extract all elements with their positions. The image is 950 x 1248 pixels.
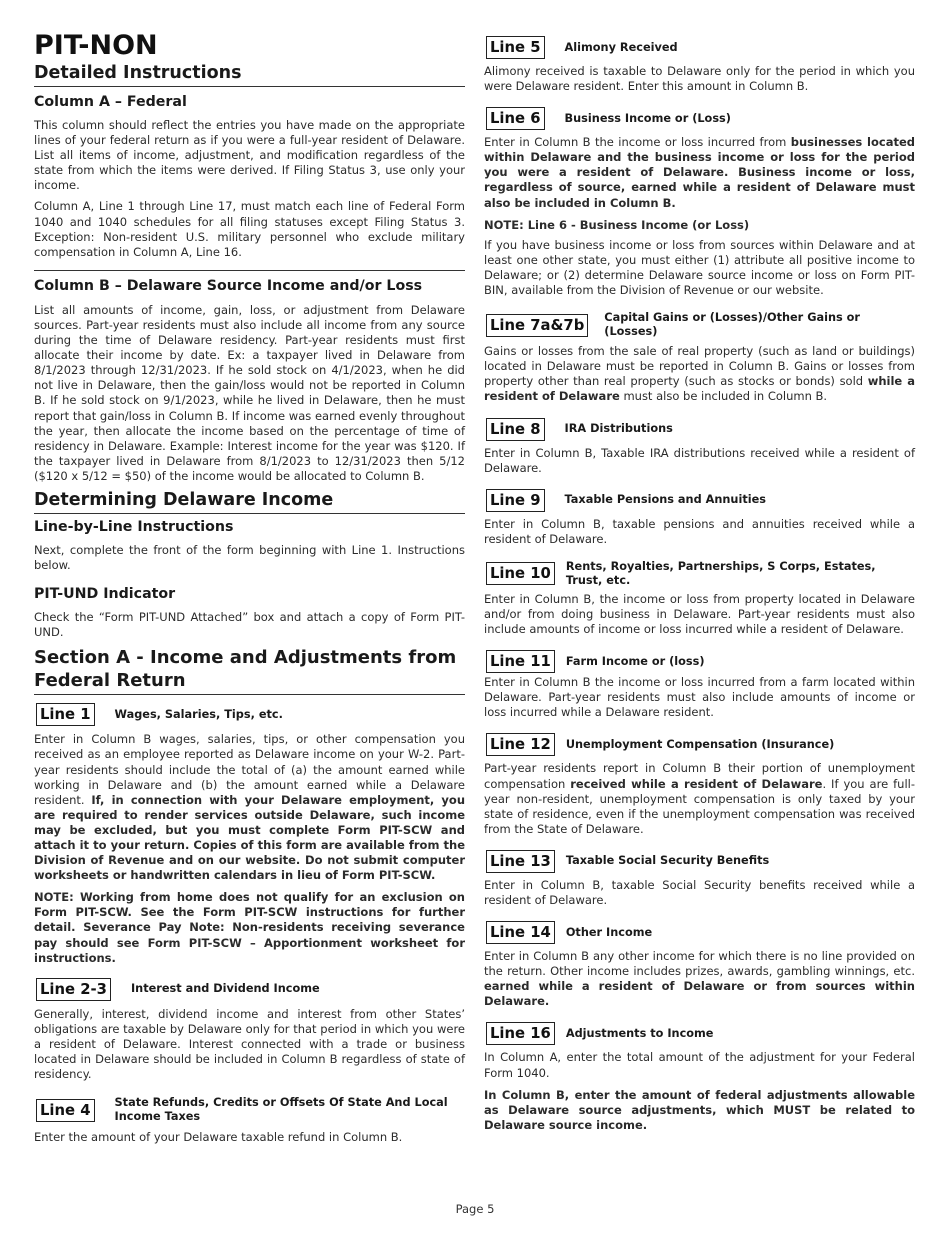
pit-und-heading: PIT-UND Indicator xyxy=(34,586,176,603)
line-1-title: Wages, Salaries, Tips, etc. xyxy=(114,707,283,721)
line-13-label: Line 13 xyxy=(486,850,555,873)
line-5-paragraph: Alimony received is taxable to Delaware only for the period in which you were Delaware resident. Enter this amount in Column B. xyxy=(484,64,915,94)
line-10-title: Rents, Royalties, Partnerships, S Corps, Estates, Trust, etc. xyxy=(565,559,876,587)
line-10-header xyxy=(484,560,915,588)
line-16-label: Line 16 xyxy=(486,1022,555,1045)
line-4-paragraph: Enter the amount of your Delaware taxable refund in Column B. xyxy=(34,1130,403,1145)
line-8-header xyxy=(484,418,915,441)
line-11-paragraph: Enter in Column B the income or loss incurred from a farm located within Delaware. Part-year residents must also include amounts of income or loss incurred while a Delaware resident. xyxy=(484,675,915,720)
line-16-text-end: be related to Delaware source income. xyxy=(484,1102,915,1132)
line-14-label: Line 14 xyxy=(486,921,555,944)
line-2-3-paragraph: Generally, interest, dividend income and interest from other States’ obligations are taxable by Delaware only for that period in which you were a resident of Delaware. Interest connected with a trade or business located in Delaware should be included in Column B regardless of state of residency. xyxy=(34,1006,465,1082)
line-8-label: Line 8 xyxy=(486,418,545,441)
line-14-header xyxy=(484,921,915,944)
line-9-label: Line 9 xyxy=(486,489,545,512)
line-1-bold-text: If, in connection with your Delaware employment, you are required to render services outside Delaware, such income may be excluded, but you must complete Form PIT-SCW and attach it to your return. Copies of this form are available from the Division of Revenue and on our website. Do not submit computer worksheets or handwritten calendars in lieu of Form PIT-SCW. xyxy=(34,792,466,883)
column-a-paragraph-2: Column A, Line 1 through Line 17, must match each line of Federal Form 1040 and 1040 schedules for all filing statuses except Filing Status 3. Exception: Non-resident U.S. military personnel who exclude military compensation in Column A, Line 16. xyxy=(34,199,465,259)
line-11-header xyxy=(484,650,915,673)
line-6-header xyxy=(484,107,915,130)
determining-income-heading: Determining Delaware Income xyxy=(34,489,465,514)
page-number: Page 5 xyxy=(455,1202,495,1216)
line-4-label: Line 4 xyxy=(36,1099,95,1122)
line-12-label: Line 12 xyxy=(486,733,555,756)
line-7-paragraph xyxy=(484,344,915,404)
line-by-line-paragraph: Next, complete the front of the form beginning with Line 1. Instructions below. xyxy=(34,542,465,573)
line-1-header xyxy=(34,703,465,726)
line-9-header xyxy=(484,489,915,512)
line-6-label: Line 6 xyxy=(486,107,545,130)
line-7-title: Capital Gains or (Losses)/Other Gains or (Losses) xyxy=(604,311,860,339)
line-2-3-label: Line 2-3 xyxy=(36,978,111,1001)
line-7-text: Gains or losses from the sale of real property (such as land or buildings) located in Delaware must be reported in Column B. Gains or losses from property other than real property (such as stocks or bonds) sold xyxy=(484,344,915,389)
line-6-note-heading: NOTE: Line 6 - Business Income (or Loss) xyxy=(484,217,750,232)
line-1-note: NOTE: Working from home does not qualify for an exclusion on Form PIT-SCW. See the Form PIT-SCW instructions for further detail. Severance Pay Note: Non-residents receiving severance pay should see Form PIT-SCW – Apportionment worksheet for instructions. xyxy=(34,890,465,965)
line-12-text-end: . If you are full-year non-resident, unemployment compensation is only taxed by your state of residence, even if the unemployment compensation was received from the State of Delaware. xyxy=(484,776,915,836)
line-10-paragraph: Enter in Column B, the income or loss from property located in Delaware and/or from doing business in Delaware. Part-year residents must also include amounts of income or loss incurred while a resident of Delaware. xyxy=(484,591,915,637)
column-a-heading: Column A – Federal xyxy=(34,94,187,110)
line-8-title: IRA Distributions xyxy=(564,422,673,435)
line-6-title: Business Income or (Loss) xyxy=(564,111,731,125)
form-title: PIT-NON xyxy=(34,30,158,61)
section-a-heading: Section A - Income and Adjustments from Federal Return xyxy=(34,646,465,695)
line-1-text: Enter in Column B wages, salaries, tips, or other compensation you received as an employee reported as Delaware income on your W-2. Part-year residents should include the total of (a) the amount earned while working in Delaware and (b) the amount earned while a Delaware resident. xyxy=(34,732,465,807)
line-16-header xyxy=(484,1022,915,1045)
line-2-3-title: Interest and Dividend Income xyxy=(130,982,320,996)
line-12-paragraph xyxy=(484,761,915,836)
line-11-label: Line 11 xyxy=(486,650,555,673)
line-14-paragraph xyxy=(484,949,915,1009)
column-a-paragraph-1: This column should reflect the entries you have made on the appropriate lines of your federal return as if you were a full-year resident of Delaware. List all items of income, adjustment, and modification regardless of the state from which the items were derived. If Filing Status 3, use only your income. xyxy=(34,118,465,193)
line-6-text: Enter in Column B the income or loss incurred from xyxy=(484,135,791,150)
line-11-title: Farm Income or (loss) xyxy=(565,654,705,668)
detailed-instructions-heading: Detailed Instructions xyxy=(34,62,465,87)
line-2-3-header xyxy=(34,978,465,1001)
line-5-title: Alimony Received xyxy=(564,40,678,54)
line-4-header xyxy=(34,1096,465,1124)
line-16-text: In Column B, enter the amount of federal adjustments allowable as Delaware source adjustments, which xyxy=(484,1087,915,1117)
line-7-header xyxy=(484,311,915,339)
line-5-label: Line 5 xyxy=(486,36,545,59)
line-12-text: Part-year residents report in Column B their portion of unemployment compensation xyxy=(484,761,915,791)
line-14-text: Enter in Column B any other income for which there is no line provided on the return. Other income includes prizes, awards, gambling winnings, etc. xyxy=(484,949,915,979)
column-b-heading: Column B – Delaware Source Income and/or Loss xyxy=(34,277,423,294)
line-16-paragraph-2 xyxy=(484,1088,915,1133)
pit-und-paragraph: Check the “Form PIT-UND Attached” box and attach a copy of Form PIT-UND. xyxy=(34,610,465,640)
line-7-label: Line 7a&7b xyxy=(486,314,588,337)
line-6-note: If you have business income or loss from sources within Delaware and at least one other state, you must either (1) attribute all positive income to Delaware; or (2) determine Delaware source income or loss on Form PIT-BIN, available from the Division of Revenue or our website. xyxy=(484,237,915,298)
divider xyxy=(34,270,465,271)
line-1-label: Line 1 xyxy=(36,703,95,726)
line-7-bold-text: while a resident of Delaware xyxy=(484,374,915,404)
line-12-bold-text: received while a resident of Delaware xyxy=(570,776,823,791)
line-5-header xyxy=(484,36,915,59)
line-14-title: Other Income xyxy=(565,925,653,939)
line-16-paragraph-1: In Column A, enter the total amount of the adjustment for your Federal Form 1040. xyxy=(484,1050,915,1080)
line-6-bold-text: businesses located within Delaware and the business income or loss for the period you were a resident of Delaware. Business income or loss, regardless of source, earned while a resident of Delaware must also be included in Column B. xyxy=(484,135,915,210)
right-column xyxy=(484,36,915,1133)
line-13-paragraph: Enter in Column B, taxable Social Security benefits received while a resident of Delaware. xyxy=(484,877,915,907)
column-b-paragraph: List all amounts of income, gain, loss, or adjustment from Delaware sources. Part-year residents must also include all income from any source during the time of Delaware residency. Part-year residents must first allocate their income by date. Ex: a taxpayer lived in Delaware from 8/1/2023 through 12/31/2023. If he sold stock on 4/1/2023, when he did not live in Delaware, then the gain/loss would not be reported in Column B. If he sold stock on 9/1/2023, while he lived in Delaware, then he must report that gain/loss in Column B. If income was earned evenly throughout the year, then allocate the income based on the percentage of time of residency in Delaware. Example: Interest income for the year was $120. If the taxpayer lived in Delaware from 8/1/2023 to 12/31/2023 then 5/12 ($120 x 5/12 = $50) of the income would be allocated to Column B. xyxy=(34,302,465,483)
line-7-text-end: must also be included in Column B. xyxy=(619,389,828,404)
line-12-title: Unemployment Compensation (Insurance) xyxy=(565,737,835,751)
line-1-paragraph xyxy=(34,732,465,883)
line-13-header xyxy=(484,850,915,873)
line-14-bold-text: earned while a resident of Delaware or from sources within Delaware. xyxy=(484,979,915,1009)
line-10-label: Line 10 xyxy=(486,562,555,585)
line-16-title: Adjustments to Income xyxy=(565,1026,714,1040)
line-12-header xyxy=(484,733,915,756)
line-6-paragraph xyxy=(484,135,915,210)
left-column xyxy=(34,30,465,1145)
line-13-title: Taxable Social Security Benefits xyxy=(565,854,770,868)
line-16-must-text: MUST xyxy=(773,1102,811,1117)
line-4-title: State Refunds, Credits or Offsets Of State And Local Income Taxes xyxy=(114,1096,448,1124)
line-9-paragraph: Enter in Column B, taxable pensions and annuities received while a resident of Delaware. xyxy=(484,516,915,546)
line-9-title: Taxable Pensions and Annuities xyxy=(564,493,766,507)
line-8-paragraph: Enter in Column B, Taxable IRA distributions received while a resident of Delaware. xyxy=(484,445,915,475)
line-by-line-heading: Line-by-Line Instructions xyxy=(34,518,234,535)
